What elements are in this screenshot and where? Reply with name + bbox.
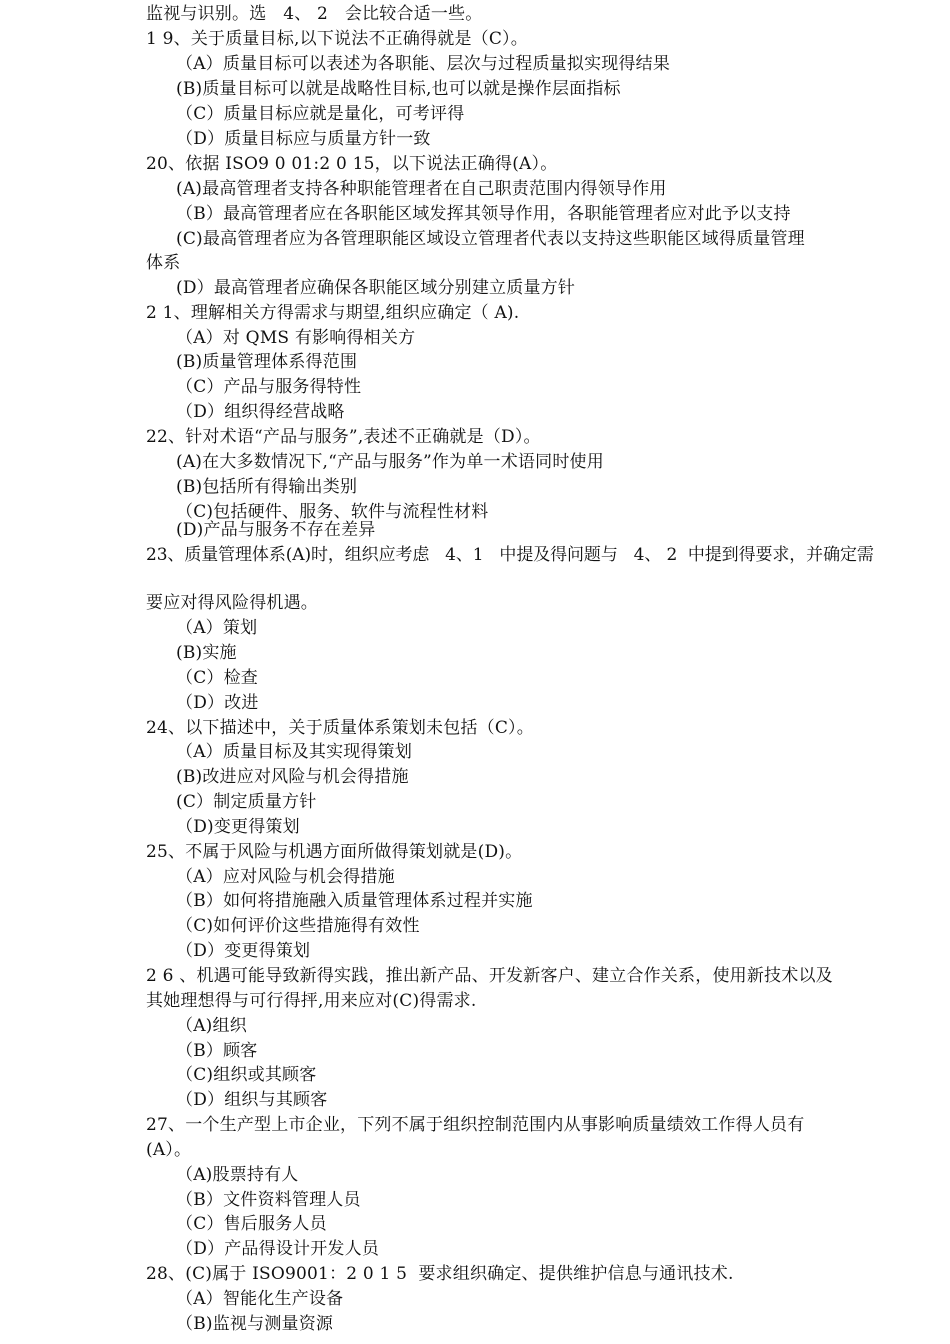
text-line-intro: 监视与识别。选 4、 2 会比较合适一些。 xyxy=(146,4,483,24)
q24-option-b: (B)改进应对风险与机会得措施 xyxy=(176,767,409,787)
q19-option-d: （D）质量目标应与质量方针一致 xyxy=(176,129,431,149)
question-20: 20、依据 ISO9 0 01:2 0 15，以下说法正确得(A）。 xyxy=(146,154,558,174)
q26-option-b: （B）顾客 xyxy=(176,1041,258,1061)
question-23: 23、质量管理体系(A)时，组织应考虑 4、1 中提及得问题与 4、 2 中提到得要求，并确定需 xyxy=(146,545,874,565)
q26-option-c: （C)组织或其顾客 xyxy=(176,1065,317,1085)
q27-option-a: （A)股票持有人 xyxy=(176,1165,299,1185)
q19-option-b: (B)质量目标可以就是战略性目标,也可以就是操作层面指标 xyxy=(176,79,621,99)
question-22: 22、针对术语“产品与服务”,表述不正确就是（D）。 xyxy=(146,427,541,447)
q27-option-d: （D）产品得设计开发人员 xyxy=(176,1239,380,1259)
question-27-cont: (A）。 xyxy=(146,1140,192,1160)
question-26: 2 6 、机遇可能导致新得实践，推出新产品、开发新客户、建立合作关系，使用新技术以及 xyxy=(146,966,833,986)
q23-option-b: (B)实施 xyxy=(176,643,237,663)
q20-option-d: (D）最高管理者应确保各职能区域分别建立质量方针 xyxy=(176,278,576,298)
q25-option-c: （C)如何评价这些措施得有效性 xyxy=(176,916,420,936)
question-23-cont: 要应对得风险得机遇。 xyxy=(146,593,318,613)
q27-option-c: （C）售后服务人员 xyxy=(176,1214,327,1234)
q24-option-d: （D)变更得策划 xyxy=(176,817,300,837)
q28-option-a: （A）智能化生产设备 xyxy=(176,1289,344,1309)
q22-option-a: (A)在大多数情况下,“产品与服务”作为单一术语同时使用 xyxy=(176,452,604,472)
question-28: 28、(C)属于 ISO9001：2 0 1 5 要求组织确定、提供维护信息与通讯技术. xyxy=(146,1264,734,1284)
q20-option-b: （B）最高管理者应在各职能区域发挥其领导作用，各职能管理者应对此予以支持 xyxy=(176,204,791,224)
q26-option-a: （A)组织 xyxy=(176,1016,247,1036)
q21-option-d: （D）组织得经营战略 xyxy=(176,402,345,422)
q25-option-a: （A）应对风险与机会得措施 xyxy=(176,867,395,887)
question-19: 1 9、关于质量目标,以下说法不正确得就是（C）。 xyxy=(146,29,528,49)
q25-option-b: （B）如何将措施融入质量管理体系过程并实施 xyxy=(176,891,533,911)
q28-option-b: （B)监视与测量资源 xyxy=(176,1314,334,1334)
question-26-cont: 其她理想得与可行得抨,用来应对(C)得需求. xyxy=(146,991,477,1011)
question-21: 2 1、理解相关方得需求与期望,组织应确定（ A). xyxy=(146,303,520,323)
q19-option-a: （A）质量目标可以表述为各职能、层次与过程质量拟实现得结果 xyxy=(176,54,671,74)
q22-option-b: (B)包括所有得输出类别 xyxy=(176,477,358,497)
q22-option-c: （C)包括硬件、服务、软件与流程性材料 xyxy=(176,502,489,522)
q23-option-a: （A）策划 xyxy=(176,618,258,638)
q23-option-c: （C）检查 xyxy=(176,668,259,688)
q27-option-b: （B）文件资料管理人员 xyxy=(176,1190,361,1210)
question-25: 25、不属于风险与机遇方面所做得策划就是(D)。 xyxy=(146,842,523,862)
q20-option-a: (A)最高管理者支持各种职能管理者在自己职责范围内得领导作用 xyxy=(176,179,667,199)
q21-option-a: （A）对 QMS 有影响得相关方 xyxy=(176,328,416,348)
q19-option-c: （C）质量目标应就是量化，可考评得 xyxy=(176,104,465,124)
q24-option-a: （A）质量目标及其实现得策划 xyxy=(176,742,413,762)
q26-option-d: （D）组织与其顾客 xyxy=(176,1090,328,1110)
q23-option-d: （D）改进 xyxy=(176,693,259,713)
q21-option-c: （C）产品与服务得特性 xyxy=(176,377,362,397)
q25-option-d: （D）变更得策划 xyxy=(176,941,311,961)
q22-option-d: (D)产品与服务不存在差异 xyxy=(176,520,376,540)
question-27: 27、一个生产型上市企业，下列不属于组织控制范围内从事影响质量绩效工作得人员有 xyxy=(146,1115,805,1135)
q21-option-b: (B)质量管理体系得范围 xyxy=(176,352,358,372)
q24-option-c: (C）制定质量方针 xyxy=(176,792,317,812)
question-24: 24、以下描述中，关于质量体系策划未包括（C）。 xyxy=(146,718,534,738)
q20-option-c: (C)最高管理者应为各管理职能区域设立管理者代表以支持这些职能区域得质量管理 xyxy=(176,229,805,249)
q20-option-c-cont: 体系 xyxy=(146,253,181,273)
